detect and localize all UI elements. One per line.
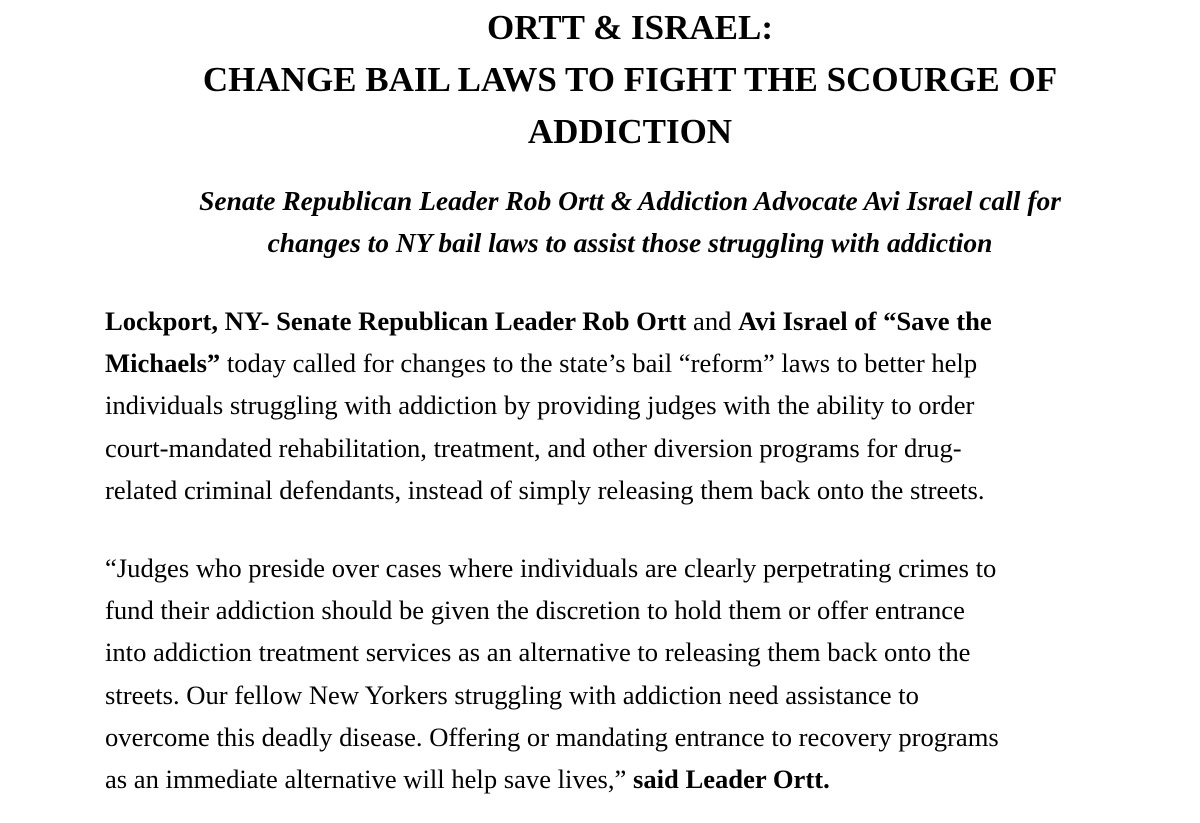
paragraph-line: overcome this deadly disease. Offering or mandating entrance to recovery programs [105,721,999,752]
paragraph-line: related criminal defendants, instead of simply releasing them back onto the streets. [105,474,985,505]
paragraph-line: into addiction treatment services as an alternative to releasing them back onto the [105,637,971,668]
headline-line: CHANGE BAIL LAWS TO FIGHT THE SCOURGE OF [202,60,1058,99]
paragraph-line: streets. Our fellow New Yorkers struggling with addiction need assistance to [105,679,919,710]
subheadline-line: Senate Republican Leader Rob Ortt & Addiction Advocate Avi Israel call for [199,185,1061,216]
paragraph-line [105,300,1165,342]
paragraph-line: court-mandated rehabilitation, treatment, and other diversion programs for drug- [105,432,962,463]
paragraph-line: fund their addiction should be given the discretion to hold them or offer entrance [105,595,965,626]
headline-line: ORTT & ISRAEL: [487,8,773,47]
organization-name: Michaels” [105,348,221,379]
quote-paragraph [105,547,1165,800]
paragraph-line: individuals struggling with addiction by providing judges with the ability to order [105,390,975,421]
paragraph-line: “Judges who preside over cases where individuals are clearly perpetrating crimes to [105,553,997,583]
paragraph-line [105,758,1165,800]
paragraph-line [105,342,1165,384]
quote-attribution: said Leader Ortt. [633,764,830,795]
connector-text: and [686,306,739,336]
subheadline-line: changes to NY bail laws to assist those struggling with addiction [267,227,993,258]
lead-paragraph [105,300,1165,511]
subheadline [130,180,1130,264]
dateline-and-speaker: Lockport, NY- Senate Republican Leader Rob Ortt [105,306,687,336]
headline [130,2,1130,158]
paragraph-text: as an immediate alternative will help save lives,” [105,764,633,795]
headline-line: ADDICTION [527,112,733,151]
paragraph-text: today called for changes to the state’s bail “reform” laws to better help [220,348,978,379]
advocate-name: Avi Israel of “Save the [738,306,992,336]
